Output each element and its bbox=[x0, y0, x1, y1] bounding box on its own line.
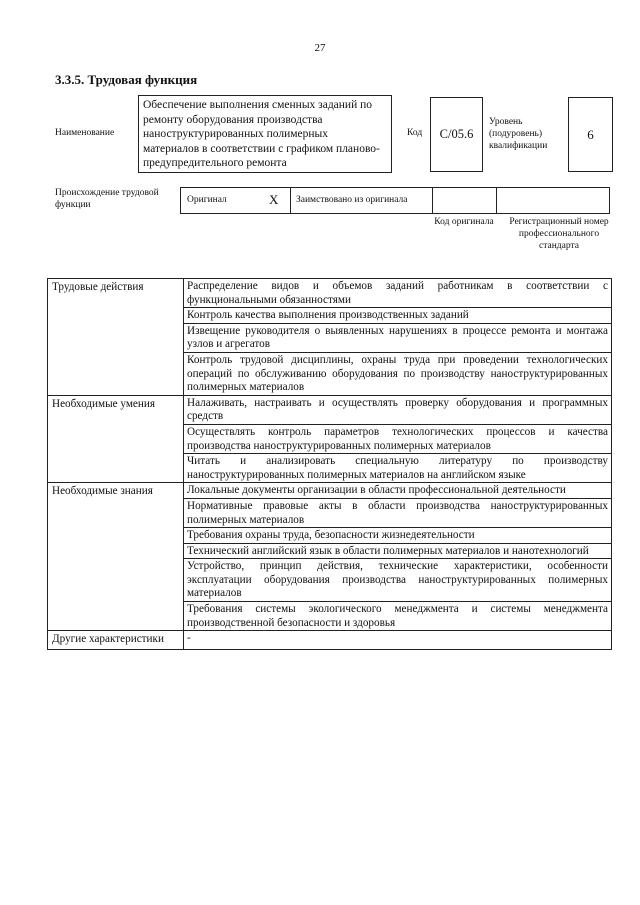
borrowed-label: Заимствовано из оригинала bbox=[296, 195, 408, 205]
original-cell bbox=[181, 188, 291, 213]
page-number: 27 bbox=[314, 42, 326, 54]
table-cell: Распределение видов и объемов заданий работникам в соответствии с функциональными обязанностями bbox=[184, 279, 612, 308]
table-cell: - bbox=[184, 631, 612, 650]
table-row bbox=[48, 631, 612, 650]
table-row bbox=[48, 279, 612, 308]
caption-reg-number: Регистрационный номер профессионального стандарта bbox=[509, 217, 609, 251]
table-cell: Устройство, принцип действия, технические характеристики, особенности эксплуатации оборудования производства наноструктурированных полимерных материалов bbox=[184, 559, 612, 602]
table-row bbox=[48, 483, 612, 499]
category-cell: Трудовые действия bbox=[48, 279, 184, 396]
table-cell: Требования системы экологического менеджмента и системы менеджмента производственной безопасности и здоровья bbox=[184, 602, 612, 631]
table-cell: Требования охраны труда, безопасности жизнедеятельности bbox=[184, 528, 612, 544]
table-cell: Нормативные правовые акты в области производства наноструктурированных полимерных материалов bbox=[184, 498, 612, 527]
table-cell: Контроль трудовой дисциплины, охраны труда при проведении технологических операций по обслуживанию оборудования по производству наноструктурированных полимерных материалов bbox=[184, 352, 612, 395]
code-value-box: C/05.6 bbox=[430, 97, 483, 172]
category-cell: Другие характеристики bbox=[48, 631, 184, 650]
caption-code: Код оригинала bbox=[434, 217, 494, 227]
name-label: Наименование bbox=[55, 128, 115, 138]
category-cell: Необходимые знания bbox=[48, 483, 184, 631]
original-code-cell bbox=[433, 188, 497, 213]
origin-row bbox=[180, 187, 610, 214]
borrowed-cell bbox=[291, 188, 433, 213]
function-name-box: Обеспечение выполнения сменных заданий по ремонту оборудования производства наноструктурированных полимерных материалов в соответствии с графиком планово-предупредительного ремонта bbox=[138, 95, 392, 173]
category-cell: Необходимые умения bbox=[48, 395, 184, 483]
code-label: Код bbox=[407, 128, 423, 138]
original-mark: X bbox=[269, 192, 279, 207]
table-cell: Локальные документы организации в области профессиональной деятельности bbox=[184, 483, 612, 499]
section-title: 3.3.5. Трудовая функция bbox=[55, 72, 198, 87]
table-cell: Извещение руководителя о выявленных нарушениях в процессе ремонта и монтажа узлов и агрегатов bbox=[184, 323, 612, 352]
level-value-box: 6 bbox=[568, 97, 613, 172]
table-cell: Налаживать, настраивать и осуществлять проверку оборудования и программных средств bbox=[184, 395, 612, 424]
table-cell: Технический английский язык в области полимерных материалов и нанотехнологий bbox=[184, 543, 612, 559]
table-row bbox=[48, 395, 612, 424]
original-label: Оригинал bbox=[187, 195, 227, 205]
table-cell: Осуществлять контроль параметров технологических процессов и качества производства наноструктурированных полимерных материалов bbox=[184, 424, 612, 453]
reg-number-cell bbox=[497, 188, 609, 213]
function-details-table bbox=[47, 278, 612, 650]
table-cell: Читать и анализировать специальную литературу по производству наноструктурированных полимерных материалов на английском языке bbox=[184, 454, 612, 483]
table-cell: Контроль качества выполнения производственных заданий bbox=[184, 308, 612, 324]
origin-label: Происхождение трудовой функции bbox=[55, 188, 159, 210]
level-label: Уровень (подуровень) квалификации bbox=[489, 117, 548, 151]
